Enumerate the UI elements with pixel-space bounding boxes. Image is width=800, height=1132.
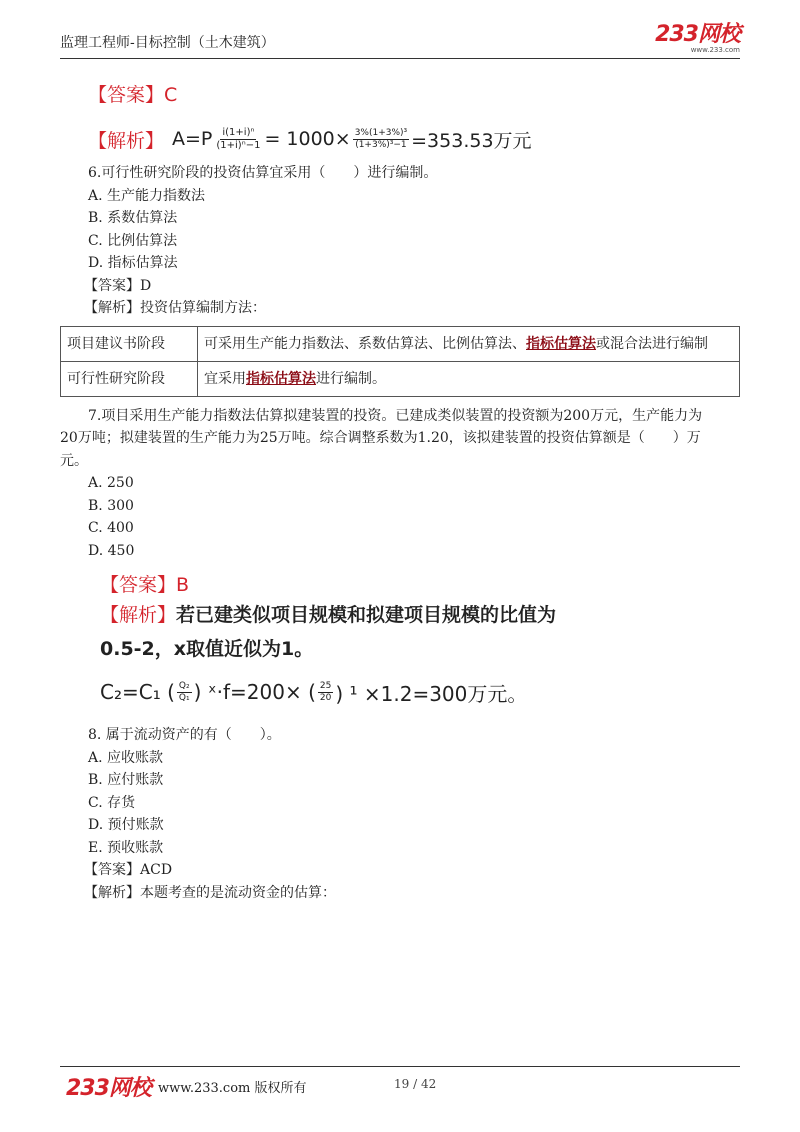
q7-formula-mid: ) ˣ·f=200× ( — [193, 680, 316, 704]
q7-solution-text-2: 0.5-2，x取值近似为1。 — [100, 638, 314, 660]
method-text: 可采用生产能力指数法、系数估算法、比例估算法、 — [204, 335, 526, 352]
q7-stem-line-2: 20万吨；拟建装置的生产能力为25万吨。综合调整系数为1.20，该拟建装置的投资估算额是（ ）万 — [60, 430, 701, 446]
q5-f1-numerator: i(1+i)ⁿ — [222, 126, 255, 138]
q8-option-c: C. 存货 — [88, 794, 136, 811]
q7-formula-lhs: C₂=C₁ ( — [100, 680, 175, 704]
q6-analysis: 【解析】投资估算编制方法： — [84, 300, 266, 316]
q7-option-d: D. 450 — [88, 542, 135, 559]
table-row — [61, 361, 740, 396]
q5-formula-lhs: A=P — [172, 128, 213, 150]
q8-analysis: 【解析】本题考查的是流动资金的估算： — [84, 884, 336, 901]
q5-formula-result: =353.53万元 — [411, 129, 532, 152]
q7-n-numerator: 25 — [319, 680, 332, 691]
q8-option-a: A. 应收账款 — [88, 749, 164, 766]
q7-fraction-q — [177, 681, 192, 704]
method-highlight: 指标估算法 — [246, 370, 316, 387]
footer-logo: 233网校 — [66, 1076, 151, 1101]
logo-url: www.233.com — [690, 46, 740, 54]
estimate-method-table — [60, 326, 740, 397]
q7-solution-label: 【解析】 — [100, 604, 177, 626]
table-row — [61, 326, 740, 361]
q7-formula-end: ) ¹ ×1.2=300万元。 — [335, 681, 528, 706]
page-header — [60, 24, 740, 59]
q8-stem: 8. 属于流动资产的有（ ）。 — [88, 727, 281, 743]
method-text: 或混合法进行编制 — [596, 335, 708, 352]
q7-option-a: A. 250 — [88, 475, 134, 491]
q7-option-c: C. 400 — [88, 520, 134, 536]
q7-q-numerator: Q₂ — [178, 680, 190, 691]
q8-option-d: D. 预付账款 — [88, 817, 164, 833]
q8-option-e: E. 预收账款 — [88, 839, 164, 856]
q7-q-denominator: Q₁ — [178, 692, 190, 703]
q6-stem: 6.可行性研究阶段的投资估算宜采用（ ）进行编制。 — [88, 165, 438, 181]
q5-f1-denominator: (1+i)ⁿ−1 — [216, 139, 261, 151]
table-cell-stage: 项目建议书阶段 — [61, 326, 198, 361]
q5-answer: 【答案】C — [88, 84, 178, 106]
q6-option-d: D. 指标估算法 — [88, 255, 178, 271]
q5-fraction-1 — [214, 127, 262, 152]
q7-stem-line-3: 元。 — [60, 452, 88, 469]
q7-n-denominator: 20 — [319, 692, 332, 703]
logo-brand: 233网校 — [655, 22, 740, 47]
q7-formula — [100, 672, 740, 712]
page-number: 19 / 42 — [394, 1077, 437, 1091]
q6-answer: 【答案】D — [84, 277, 152, 294]
q5-f2-denominator: (1+3%)³−1 — [355, 139, 407, 150]
q6-option-a: A. 生产能力指数法 — [88, 187, 206, 204]
q7-fraction-n — [318, 681, 333, 704]
footer-copyright: www.233.com 版权所有 — [158, 1081, 307, 1096]
document-title: 监理工程师-目标控制（土木建筑） — [60, 35, 275, 51]
page-footer — [60, 1066, 740, 1107]
method-highlight: 指标估算法 — [526, 335, 596, 352]
logo — [655, 24, 740, 54]
q5-solution-label: 【解析】 — [88, 129, 165, 152]
q8-option-b: B. 应付账款 — [88, 772, 164, 788]
q5-fraction-2 — [353, 128, 409, 151]
table-cell-stage: 可行性研究阶段 — [61, 361, 198, 396]
q7-option-b: B. 300 — [88, 497, 134, 514]
method-text: 进行编制。 — [316, 370, 386, 387]
q5-f2-numerator: 3%(1+3%)³ — [354, 127, 408, 138]
table-cell-method — [198, 361, 740, 396]
q6-option-b: B. 系数估算法 — [88, 210, 178, 226]
method-text: 宜采用 — [204, 370, 246, 387]
q6-option-c: C. 比例估算法 — [88, 232, 178, 249]
page-content — [60, 76, 740, 904]
q8-answer: 【答案】ACD — [84, 862, 173, 878]
q7-solution-text: 若已建类似项目规模和拟建项目规模的比值为 — [176, 604, 557, 626]
q7-answer: 【答案】B — [100, 574, 190, 596]
q7-solution — [100, 600, 740, 630]
table-cell-method — [198, 326, 740, 361]
q5-formula-eq: = 1000× — [264, 128, 351, 150]
q5-solution — [88, 118, 740, 160]
q7-stem-line-1: 7.项目采用生产能力指数法估算拟建装置的投资。已建成类似装置的投资额为200万元，生产能力为 — [88, 407, 703, 424]
